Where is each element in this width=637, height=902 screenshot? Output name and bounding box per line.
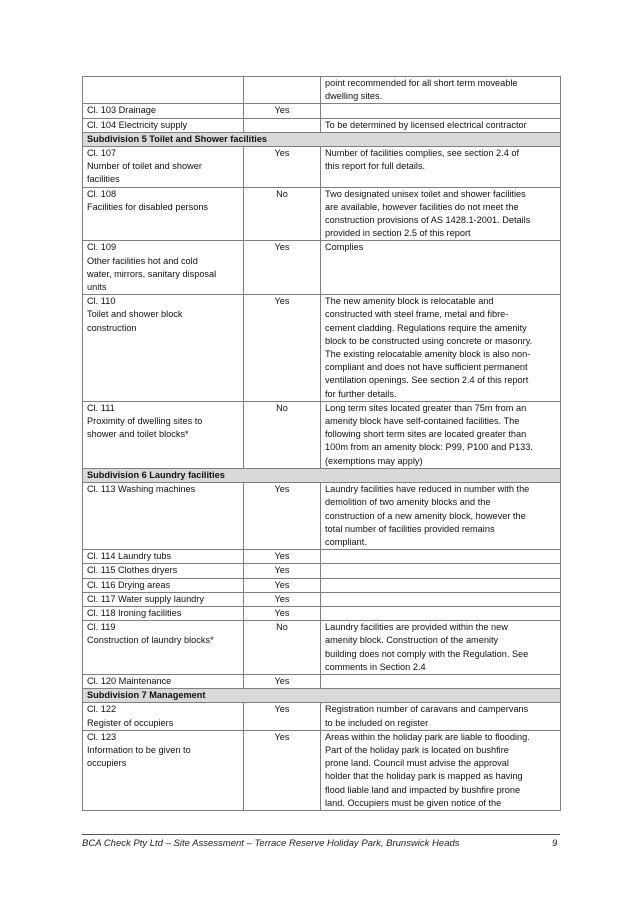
compliance-status: Yes [244, 147, 321, 188]
comment-line: Laundry facilities have reduced in number with the [325, 484, 530, 495]
comment-cell [321, 606, 561, 620]
comment-line: to be included on register [325, 717, 429, 728]
clause-line: Cl. 115 Clothes dryers [87, 565, 178, 576]
compliance-status: Yes [244, 674, 321, 688]
table-row [83, 77, 561, 104]
compliance-status: No [244, 187, 321, 241]
compliance-status: Yes [244, 730, 321, 810]
compliance-status: No [244, 401, 321, 468]
comment-line: prone land. Council must advise the approval [325, 758, 509, 769]
clause-line: facilities [87, 174, 120, 185]
clause-cell [83, 674, 244, 688]
clause-line: Cl. 122 [87, 704, 117, 715]
table-row [83, 241, 561, 295]
clause-line: Cl. 120 Maintenance [87, 675, 172, 686]
comment-cell [321, 592, 561, 606]
comment-line: construction provisions of AS 1428.1-2001. Details [325, 215, 531, 226]
compliance-status: Yes [244, 592, 321, 606]
clause-line: Cl. 104 Electricity supply [87, 119, 188, 130]
compliance-status: Yes [244, 550, 321, 564]
clause-cell [83, 592, 244, 606]
comment-line: block to be constructed using concrete or masonry. [325, 335, 533, 346]
compliance-status [244, 77, 321, 104]
comment-line: ventilation openings. See section 2.4 of this report [325, 375, 529, 386]
comment-line: following short term sites are located greater than [325, 429, 527, 440]
comment-cell [321, 550, 561, 564]
comment-line: To be determined by licensed electrical contractor [325, 119, 527, 130]
clause-line: Number of toilet and shower [87, 161, 202, 172]
comment-cell [321, 118, 561, 132]
clause-line: Cl. 114 Laundry tubs [87, 551, 172, 562]
clause-cell [83, 703, 244, 730]
comment-line: compliant. [325, 536, 367, 547]
clause-cell [83, 550, 244, 564]
table-row [83, 295, 561, 402]
clause-line: Other facilities hot and cold [87, 255, 198, 266]
table-row [83, 104, 561, 118]
clause-line: Cl. 108 [87, 188, 117, 199]
comment-cell [321, 730, 561, 810]
table-row [83, 187, 561, 241]
clause-cell [83, 147, 244, 188]
comment-line: Two designated unisex toilet and shower facilities [325, 188, 526, 199]
clause-line: Cl. 118 Ironing facilities [87, 607, 182, 618]
comment-line: The existing relocatable amenity block is also non- [325, 349, 531, 360]
clause-cell [83, 187, 244, 241]
clause-cell [83, 104, 244, 118]
compliance-status: Yes [244, 564, 321, 578]
comment-cell [321, 147, 561, 188]
comment-line: 100m from an amenity block: P99, P100 and P133. [325, 442, 533, 453]
comment-line: building does not comply with the Regulation. See [325, 648, 529, 659]
comment-cell [321, 104, 561, 118]
comment-line: are available, however facilities do not meet the [325, 201, 519, 212]
table-row [83, 621, 561, 675]
compliance-table [82, 76, 561, 811]
compliance-status: Yes [244, 241, 321, 295]
clause-line: Toilet and shower block [87, 309, 183, 320]
comment-cell [321, 241, 561, 295]
section-title: Subdivision 6 Laundry facilities [83, 468, 561, 482]
clause-line: Cl. 103 Drainage [87, 105, 156, 116]
clause-line: Cl. 111 [87, 402, 115, 413]
footer-text: BCA Check Pty Ltd – Site Assessment – Terrace Reserve Holiday Park, Brunswick Heads [82, 838, 460, 849]
clause-cell [83, 241, 244, 295]
compliance-status: No [244, 621, 321, 675]
section-title: Subdivision 5 Toilet and Shower facilities [83, 132, 561, 146]
comment-line: flood liable land and impacted by bushfire prone [325, 784, 521, 795]
clause-cell [83, 401, 244, 468]
comment-line: total number of facilities provided remains [325, 523, 495, 534]
comment-line: Areas within the holiday park are liable to flooding. [325, 731, 530, 742]
comment-line: provided in section 2.5 of this report [325, 228, 471, 239]
clause-line: Cl. 109 [87, 242, 117, 253]
clause-line: Proximity of dwelling sites to [87, 416, 203, 427]
comment-cell [321, 295, 561, 402]
clause-cell [83, 564, 244, 578]
clause-line: Cl. 123 [87, 731, 117, 742]
comment-line: (exemptions may apply) [325, 455, 423, 466]
comment-cell [321, 187, 561, 241]
clause-line: Cl. 110 [87, 296, 116, 307]
clause-line: Facilities for disabled persons [87, 201, 209, 212]
clause-line: construction [87, 322, 137, 333]
section-title: Subdivision 7 Management [83, 689, 561, 703]
clause-line: shower and toilet blocks* [87, 429, 189, 440]
compliance-status: Yes [244, 703, 321, 730]
comment-cell [321, 674, 561, 688]
clause-line: Cl. 113 Washing machines [87, 484, 196, 495]
table-row [83, 674, 561, 688]
comment-line: compliant and does not have sufficient permanent [325, 362, 528, 373]
clause-line: Construction of laundry blocks* [87, 635, 214, 646]
comment-line: Long term sites located greater than 75m from an [325, 402, 527, 413]
compliance-status: Yes [244, 578, 321, 592]
clause-line: Register of occupiers [87, 717, 174, 728]
clause-line: Cl. 107 [87, 148, 117, 159]
clause-line: occupiers [87, 758, 127, 769]
clause-cell [83, 730, 244, 810]
comment-line: The new amenity block is relocatable and [325, 296, 494, 307]
compliance-status: Yes [244, 483, 321, 550]
comment-line: this report for full details. [325, 161, 426, 172]
table-row [83, 401, 561, 468]
table-row [83, 118, 561, 132]
comment-line: amenity block. Construction of the amenity [325, 635, 499, 646]
comment-line: land. Occupiers must be given notice of the [325, 797, 502, 808]
table-row [83, 564, 561, 578]
compliance-status: Yes [244, 295, 321, 402]
comment-line: constructed with steel frame, metal and fibre- [325, 309, 509, 320]
clause-line: Cl. 116 Drying areas [87, 579, 171, 590]
compliance-status: Yes [244, 606, 321, 620]
comment-line: Registration number of caravans and campervans [325, 704, 529, 715]
table-row [83, 606, 561, 620]
footer-rule [82, 834, 560, 835]
comment-cell [321, 564, 561, 578]
comment-cell [321, 77, 561, 104]
comment-cell [321, 401, 561, 468]
clause-cell [83, 621, 244, 675]
comment-line: construction of a new amenity block, however the [325, 510, 526, 521]
comment-line: Laundry facilities are provided within the new [325, 622, 508, 633]
compliance-status: Yes [244, 104, 321, 118]
clause-cell [83, 295, 244, 402]
table-row [83, 703, 561, 730]
comment-line: cement cladding. Regulations require the amenity [325, 322, 527, 333]
compliance-status [244, 118, 321, 132]
comment-line: comments in Section 2.4 [325, 661, 426, 672]
comment-line: for further details. [325, 388, 397, 399]
clause-line: Information to be given to [87, 744, 191, 755]
comment-line: Part of the holiday park is located on bushfire [325, 744, 509, 755]
comment-line: demolition of two amenity blocks and the [325, 497, 491, 508]
section-header-row [83, 132, 561, 146]
table-row [83, 550, 561, 564]
comment-line: Complies [325, 242, 364, 253]
clause-line: water, mirrors, sanitary disposal [87, 268, 217, 279]
comment-cell [321, 483, 561, 550]
clause-cell [83, 578, 244, 592]
comment-cell [321, 703, 561, 730]
table-row [83, 578, 561, 592]
clause-line: Cl. 119 [87, 622, 116, 633]
clause-cell [83, 77, 244, 104]
comment-line: dwelling sites. [325, 91, 383, 102]
comment-line: point recommended for all short term moveable [325, 78, 518, 88]
table-row [83, 592, 561, 606]
clause-line: Cl. 117 Water supply laundry [87, 593, 204, 604]
clause-cell [83, 483, 244, 550]
table-row [83, 483, 561, 550]
section-header-row [83, 468, 561, 482]
comment-cell [321, 621, 561, 675]
comment-line: amenity block have self-contained facilities. The [325, 416, 520, 427]
comment-line: Number of facilities complies, see section 2.4 of [325, 148, 520, 159]
table-row [83, 730, 561, 810]
table-row [83, 147, 561, 188]
section-header-row [83, 689, 561, 703]
clause-cell [83, 606, 244, 620]
clause-line: units [87, 282, 107, 293]
clause-cell [83, 118, 244, 132]
page-number: 9 [552, 838, 558, 849]
comment-line: holder that the holiday park is mapped as having [325, 771, 523, 782]
comment-cell [321, 578, 561, 592]
